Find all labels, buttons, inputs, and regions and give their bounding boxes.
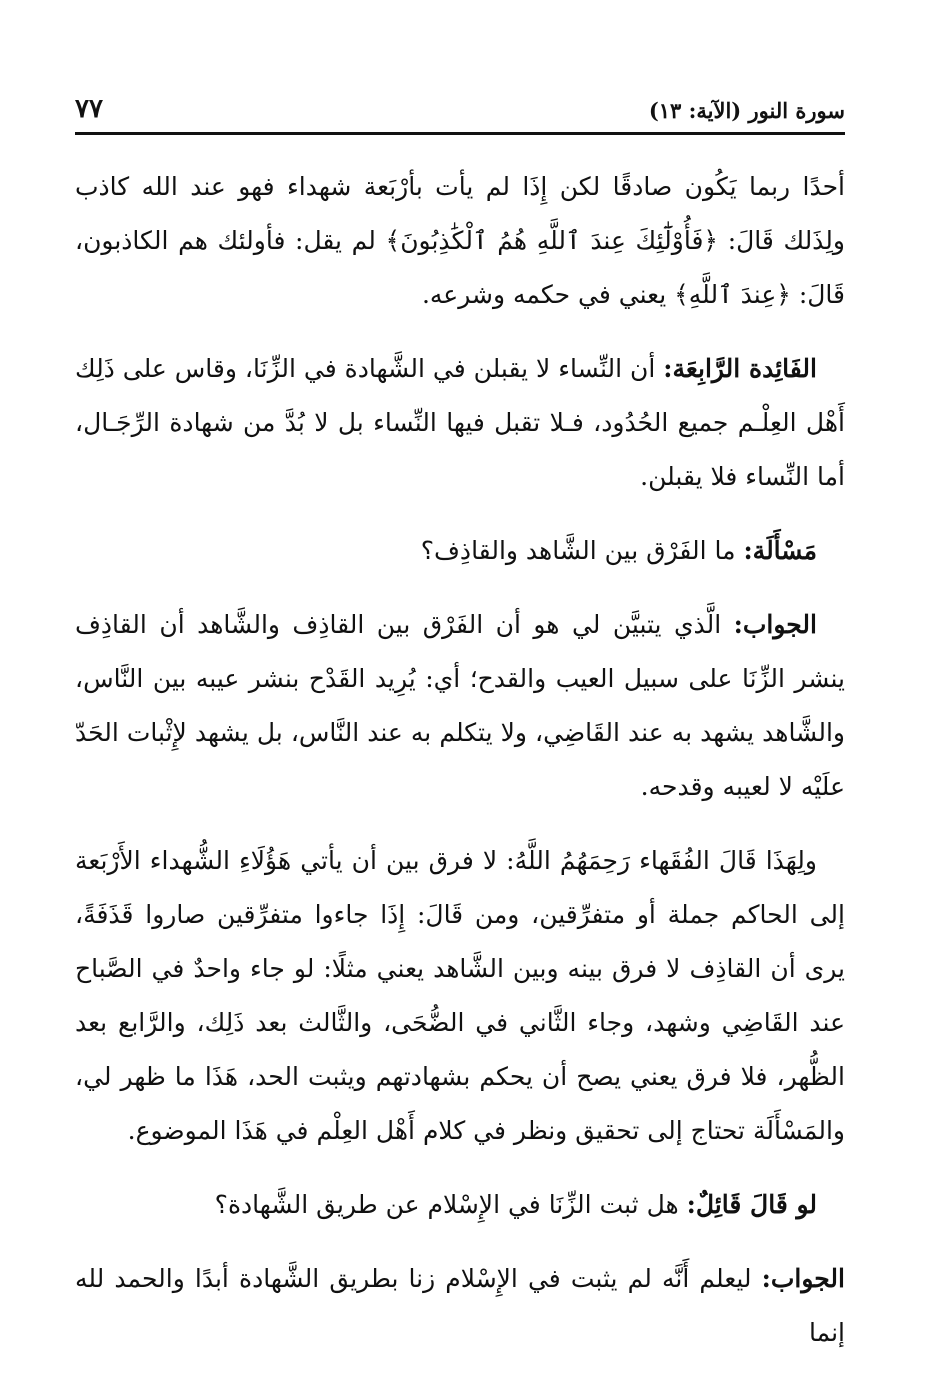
paragraph-text: أحدًا ربما يَكُون صادقًا لكن إِذَا لم يأت بأرْبَعة شهداء فهو عند الله كاذب ولِذَلك قَالَ: ﴿فَأُوْلَٰٓئِكَ عِندَ ٱللَّهِ هُمُ ٱلْكَٰذِبُونَ﴾ لم يقل: فأولئك هم الكاذبون، قَالَ: ﴿عِندَ ٱللَّهِ﴾ يعني في حكمه وشرعه. xyxy=(75,172,845,309)
paragraph-3 xyxy=(75,524,845,578)
paragraph-text: الَّذي يتبيَّن لي هو أن الفَرْق بين القاذِف والشَّاهد أن القاذِف ينشر الزِّنَا على سبيل العيب والقدح؛ أي: يُرِيد القَدْح بنشر عيبه بين النَّاس، والشَّاهد يشهد به عند القَاضِي، ولا يتكلم به عند النَّاس، بل يشهد لإِثْبات الحَدّ علَيْه لا لعيبه وقدحه. xyxy=(75,610,845,801)
running-title: سورة النور (الآية: ١٣) xyxy=(648,98,845,123)
paragraph-7 xyxy=(75,1252,845,1360)
paragraph-2 xyxy=(75,342,845,504)
paragraph-text: ليعلم أَنَّه لم يثبت في الإِسْلام زنا بطريق الشَّهادة أبدًا والحمد لله إنما xyxy=(75,1264,845,1347)
paragraph-lead: مَسْأَلَة: xyxy=(743,536,817,565)
paragraph-lead: الجواب: xyxy=(761,1264,845,1293)
paragraph-text: أن النِّساء لا يقبلن في الشَّهادة في الزِّنَا، وقاس على ذَلِك أَهْل العِلْـم جميع الحُدُود، فـلا تقبل فيها النِّساء بل لا بُدَّ من شهادة الرِّجَـال، أما النِّساء فلا يقبلن. xyxy=(75,354,845,491)
page-body xyxy=(75,160,845,1380)
paragraph-lead: الفَائِدة الرَّابِعَة: xyxy=(663,354,817,383)
paragraph-lead: لو قَالَ قَائِلٌ: xyxy=(686,1190,817,1219)
paragraph-text: هل ثبت الزِّنَا في الإِسْلام عن طريق الشَّهادة؟ xyxy=(214,1190,687,1219)
paragraph-text: ولِهَذَا قَالَ الفُقَهاء رَحِمَهُمُ اللَّهُ: لا فرق بين أن يأتي هَؤُلَاءِ الشُّهداء الأَرْبَعة إلى الحاكم جملة أو متفرِّقين، ومن قَالَ: إِذَا جاءوا متفرِّقين صاروا قَذَفَةً، يرى أن القاذِف لا فرق بينه وبين الشَّاهد يعني مثلًا: لو جاء واحدٌ في الصَّباح عند القَاضِي وشهد، وجاء الثَّاني في الضُّحَى، والثَّالث بعد ذَلِك، والرَّابع بعد الظُّهر، فلا فرق يعني يصح أن يحكم بشهادتهم ويثبت الحد، هَذَا ما ظهر لي، والمَسْأَلَة تحتاج إلى تحقيق ونظر في كلام أَهْل العِلْم في هَذَا الموضوع. xyxy=(75,846,845,1145)
paragraph-text: ما الفَرْق بين الشَّاهد والقاذِف؟ xyxy=(420,536,744,565)
paragraph-lead: الجواب: xyxy=(733,610,817,639)
paragraph-6 xyxy=(75,1178,845,1232)
paragraph-4 xyxy=(75,598,845,814)
page-header xyxy=(75,92,845,132)
header-rule xyxy=(75,132,845,135)
page-number: ٧٧ xyxy=(75,94,103,124)
paragraph-5 xyxy=(75,834,845,1158)
paragraph-1 xyxy=(75,160,845,322)
